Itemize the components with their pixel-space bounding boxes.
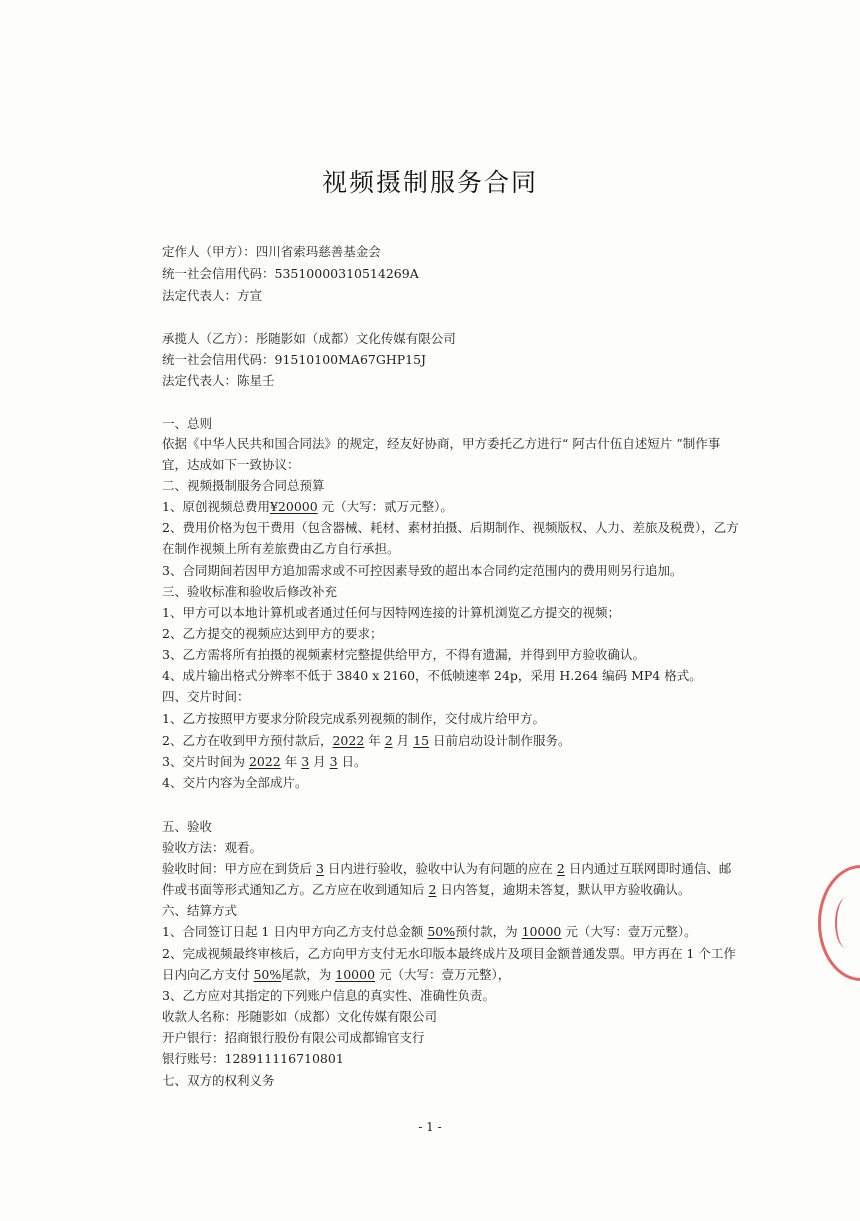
acceptance-time-prefix: 验收时间：甲方应在到货后: [162, 861, 316, 876]
section-4-item-2-prefix: 2、乙方在收到甲方预付款后，: [162, 733, 333, 748]
total-fee-amount: ¥20000: [269, 499, 318, 514]
party-b-name: 承揽人（乙方）：彤随影如（成都）文化传媒有限公司: [162, 331, 456, 346]
section-2-item-2-line-2: 在制作视频上所有差旅费由乙方自行承担。: [162, 541, 400, 556]
year-label: 年: [364, 733, 385, 748]
seal-inner-arc: [835, 898, 857, 948]
section-4-item-2-suffix: 日前启动设计制作服务。: [429, 733, 571, 748]
prepayment-amount: 10000: [521, 924, 562, 939]
section-2-item-1-suffix: 元（大写：贰万元整）。: [317, 499, 453, 514]
section-1-paragraph-line-1: 依据《中华人民共和国合同法》的规定，经友好协商，甲方委托乙方进行“ 阿古什伍自述短片 ”制作事: [162, 436, 721, 451]
section-6-item-2-line-2: [162, 967, 510, 983]
section-3-heading: 三、验收标准和验收后修改补充: [162, 584, 338, 599]
party-b-representative: 法定代表人：陈星壬: [162, 373, 275, 388]
acceptance-time-middle: 日内进行验收，验收中认为有问题的应在: [323, 861, 557, 876]
reply-prefix: 件或书面等形式通知乙方。乙方应在收到通知后: [162, 882, 429, 897]
section-2-item-3: 3、合同期间若因甲方追加需求或不可控因素导致的超出本合同约定范围内的费用则另行追加。: [162, 563, 683, 578]
start-month: 2: [384, 733, 393, 748]
section-7-heading: 七、双方的权利义务: [162, 1073, 275, 1088]
final-payment-amount: 10000: [335, 967, 376, 982]
section-4-item-4: 4、交片内容为全部成片。: [162, 775, 308, 790]
section-6-item-1-prefix: 1、合同签订日起 1 日内甲方向乙方支付总金额: [162, 924, 428, 939]
acceptance-time-suffix: 日内通过互联网即时通信、邮: [564, 861, 732, 876]
year-label: 年: [280, 754, 302, 769]
notice-days: 2: [556, 861, 565, 876]
acceptance-days: 3: [315, 861, 324, 876]
section-4-item-1: 1、乙方按照甲方要求分阶段完成系列视频的制作，交付成片给甲方。: [162, 711, 545, 726]
bank-account: 银行账号：128911116710801: [162, 1051, 344, 1066]
delivery-year: 2022: [248, 754, 281, 769]
section-4-item-3-suffix: 日。: [337, 754, 367, 769]
section-4-heading: 四、交片时间：: [162, 689, 250, 704]
acceptance-time-line-2: [162, 882, 690, 898]
start-year: 2022: [332, 733, 365, 748]
reply-suffix: 日内答复，逾期未答复，默认甲方验收确认。: [436, 882, 691, 897]
section-4-item-2: [162, 733, 571, 749]
party-a-credit-code: 统一社会信用代码：53510000310514269A: [162, 266, 419, 281]
section-6-item-1-middle: 预付款，为: [455, 924, 522, 939]
section-1-heading: 一、总则: [162, 416, 213, 431]
section-6-item-2-middle: 尾款，为: [281, 967, 336, 982]
section-6-item-2-line-1: 2、完成视频最终审核后，乙方向甲方支付无水印版本最终成片及项目金额普通发票。甲方再在 1 个工作: [162, 946, 736, 961]
prepayment-percent: 50%: [427, 924, 456, 939]
reply-days: 2: [428, 882, 437, 897]
section-3-item-2: 2、乙方提交的视频应达到甲方的要求；: [162, 626, 383, 641]
final-payment-percent: 50%: [253, 967, 282, 982]
page-number: - 1 -: [418, 1120, 442, 1134]
section-6-heading: 六、结算方式: [162, 903, 238, 918]
section-6-item-1: [162, 924, 697, 940]
month-label: 月: [392, 733, 414, 748]
bank-name: 开户银行：招商银行股份有限公司成都锦官支行: [162, 1030, 425, 1045]
section-6-item-1-suffix: 元（大写：壹万元整）。: [561, 924, 697, 939]
section-6-item-2-prefix: 日内向乙方支付: [162, 967, 254, 982]
acceptance-time-line-1: [162, 861, 731, 877]
section-4-item-3: [162, 754, 367, 770]
month-label: 月: [309, 754, 330, 769]
section-3-item-4: 4、成片输出格式分辨率不低于 3840 x 2160，不低帧速率 24p，采用 H.264 编码 MP4 格式。: [162, 668, 702, 683]
section-2-item-2-line-1: 2、费用价格为包干费用（包含器械、耗材、素材拍摄、后期制作、视频版权、人力、差旅及税费），乙方: [162, 520, 739, 535]
section-3-item-1: 1、甲方可以本地计算机或者通过任何与因特网连接的计算机浏览乙方提交的视频；: [162, 605, 620, 620]
section-2-item-1-prefix: 1、原创视频总费用: [162, 499, 270, 514]
payee-name: 收款人名称：彤随影如（成都）文化传媒有限公司: [162, 1009, 438, 1024]
delivery-day: 3: [329, 754, 338, 769]
party-b-credit-code: 统一社会信用代码：91510100MA67GHP15J: [162, 352, 427, 367]
party-a-name: 定作人（甲方）：四川省索玛慈善基金会: [162, 244, 381, 259]
section-6-item-2-suffix: 元（大写：壹万元整），: [375, 967, 511, 982]
section-2-item-1: [162, 499, 453, 515]
section-5-heading: 五、验收: [162, 819, 213, 834]
start-day: 15: [413, 733, 430, 748]
section-1-paragraph-line-2: 宜，达成如下一致协议：: [162, 457, 300, 472]
party-a-representative: 法定代表人：方宣: [162, 288, 263, 303]
delivery-month: 3: [301, 754, 310, 769]
section-3-item-3: 3、乙方需将所有拍摄的视频素材完整提供给甲方，不得有遗漏，并得到甲方验收确认。: [162, 647, 645, 662]
red-seal-stamp: [818, 865, 860, 981]
document-title: 视频摄制服务合同: [321, 168, 538, 197]
section-6-item-3: 3、乙方应对其指定的下列账户信息的真实性、准确性负责。: [162, 988, 495, 1003]
section-4-item-3-prefix: 3、交片时间为: [162, 754, 249, 769]
acceptance-method: 验收方法：观看。: [162, 840, 263, 855]
section-2-heading: 二、视频摄制服务合同总预算: [162, 478, 325, 493]
